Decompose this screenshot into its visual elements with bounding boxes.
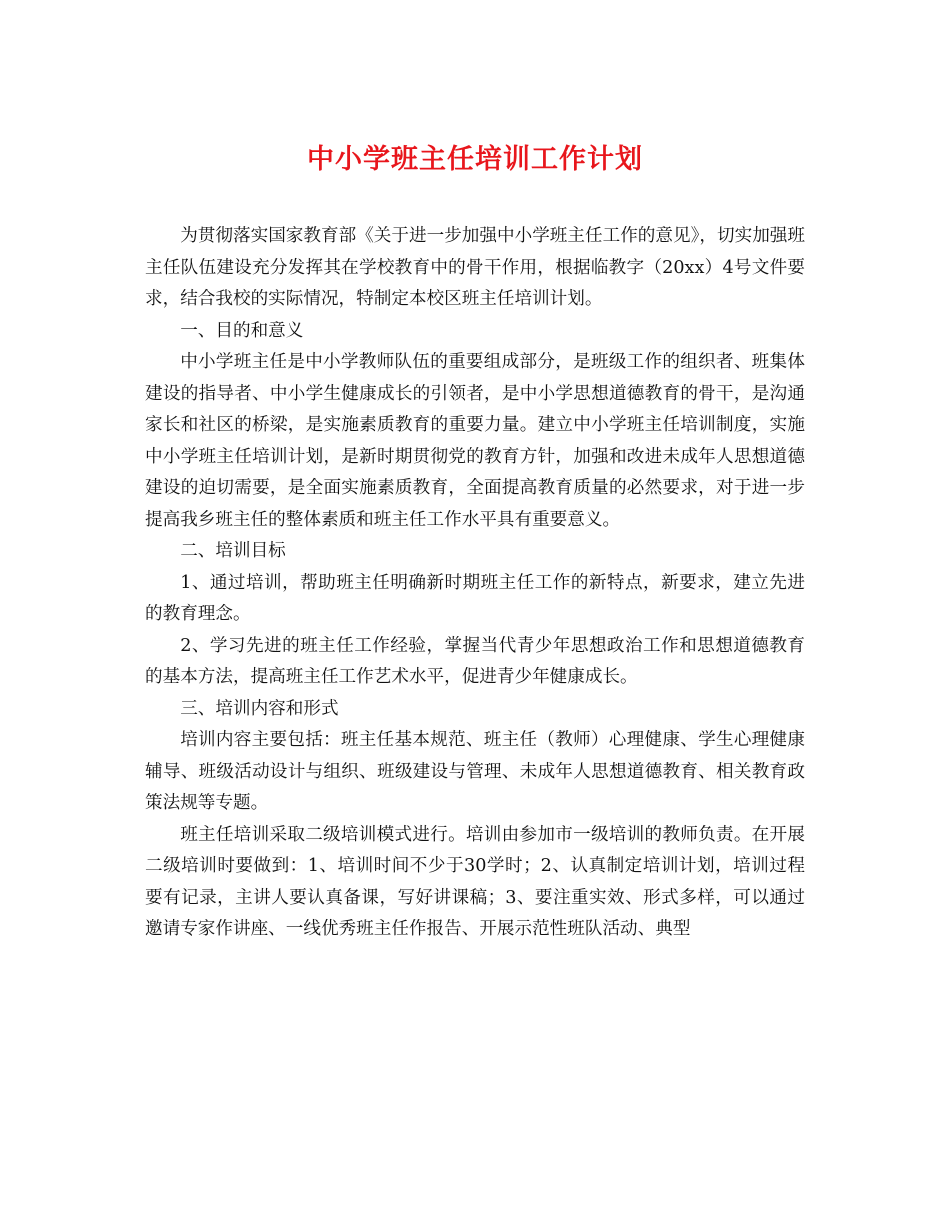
- body-paragraph: 培训内容主要包括：班主任基本规范、班主任（教师）心理健康、学生心理健康辅导、班级活动设计与组织、班级建设与管理、未成年人思想道德教育、相关教育政策法规等专题。: [145, 730, 805, 813]
- section-heading-content: 三、培训内容和形式: [180, 698, 339, 719]
- body-paragraph: 中小学班主任是中小学教师队伍的重要组成部分，是班级工作的组织者、班集体建设的指导者、中小学生健康成长的引领者，是中小学思想道德教育的骨干，是沟通家长和社区的桥梁，是实施素质教育的重要力量。建立中小学班主任培训制度，实施中小学班主任培训计划，是新时期贯彻党的教育方针，加强和改进未成年人思想道德建设的迫切需要，是全面实施素质教育，全面提高教育质量的必然要求，对于进一步提高我乡班主任的整体素质和班主任工作水平具有重要意义。: [145, 352, 805, 530]
- body-paragraph: 为贯彻落实国家教育部《关于进一步加强中小学班主任工作的意见》，切实加强班主任队伍建设充分发挥其在学校教育中的骨干作用，根据临教字（20xx）4号文件要求，结合我校的实际情况，特制定本校区班主任培训计划。: [145, 226, 805, 309]
- document-body: [145, 221, 805, 946]
- section-heading-purpose: 一、目的和意义: [180, 320, 304, 341]
- document-title: 中小学班主任培训工作计划: [307, 144, 643, 175]
- body-paragraph: 1、通过培训，帮助班主任明确新时期班主任工作的新特点，新要求，建立先进的教育理念。: [145, 572, 805, 624]
- body-paragraph: 班主任培训采取二级培训模式进行。培训由参加市一级培训的教师负责。在开展二级培训时要做到：1、培训时间不少于30学时；2、认真制定培训计划，培训过程要有记录，主讲人要认真备课，写好讲课稿；3、要注重实效、形式多样，可以通过邀请专家作讲座、一线优秀班主任作报告、开展示范性班队活动、典型: [145, 824, 805, 939]
- section-heading-goals: 二、培训目标: [180, 541, 286, 561]
- body-paragraph: 2、学习先进的班主任工作经验，掌握当代青少年思想政治工作和思想道德教育的基本方法，提高班主任工作艺术水平，促进青少年健康成长。: [145, 635, 805, 687]
